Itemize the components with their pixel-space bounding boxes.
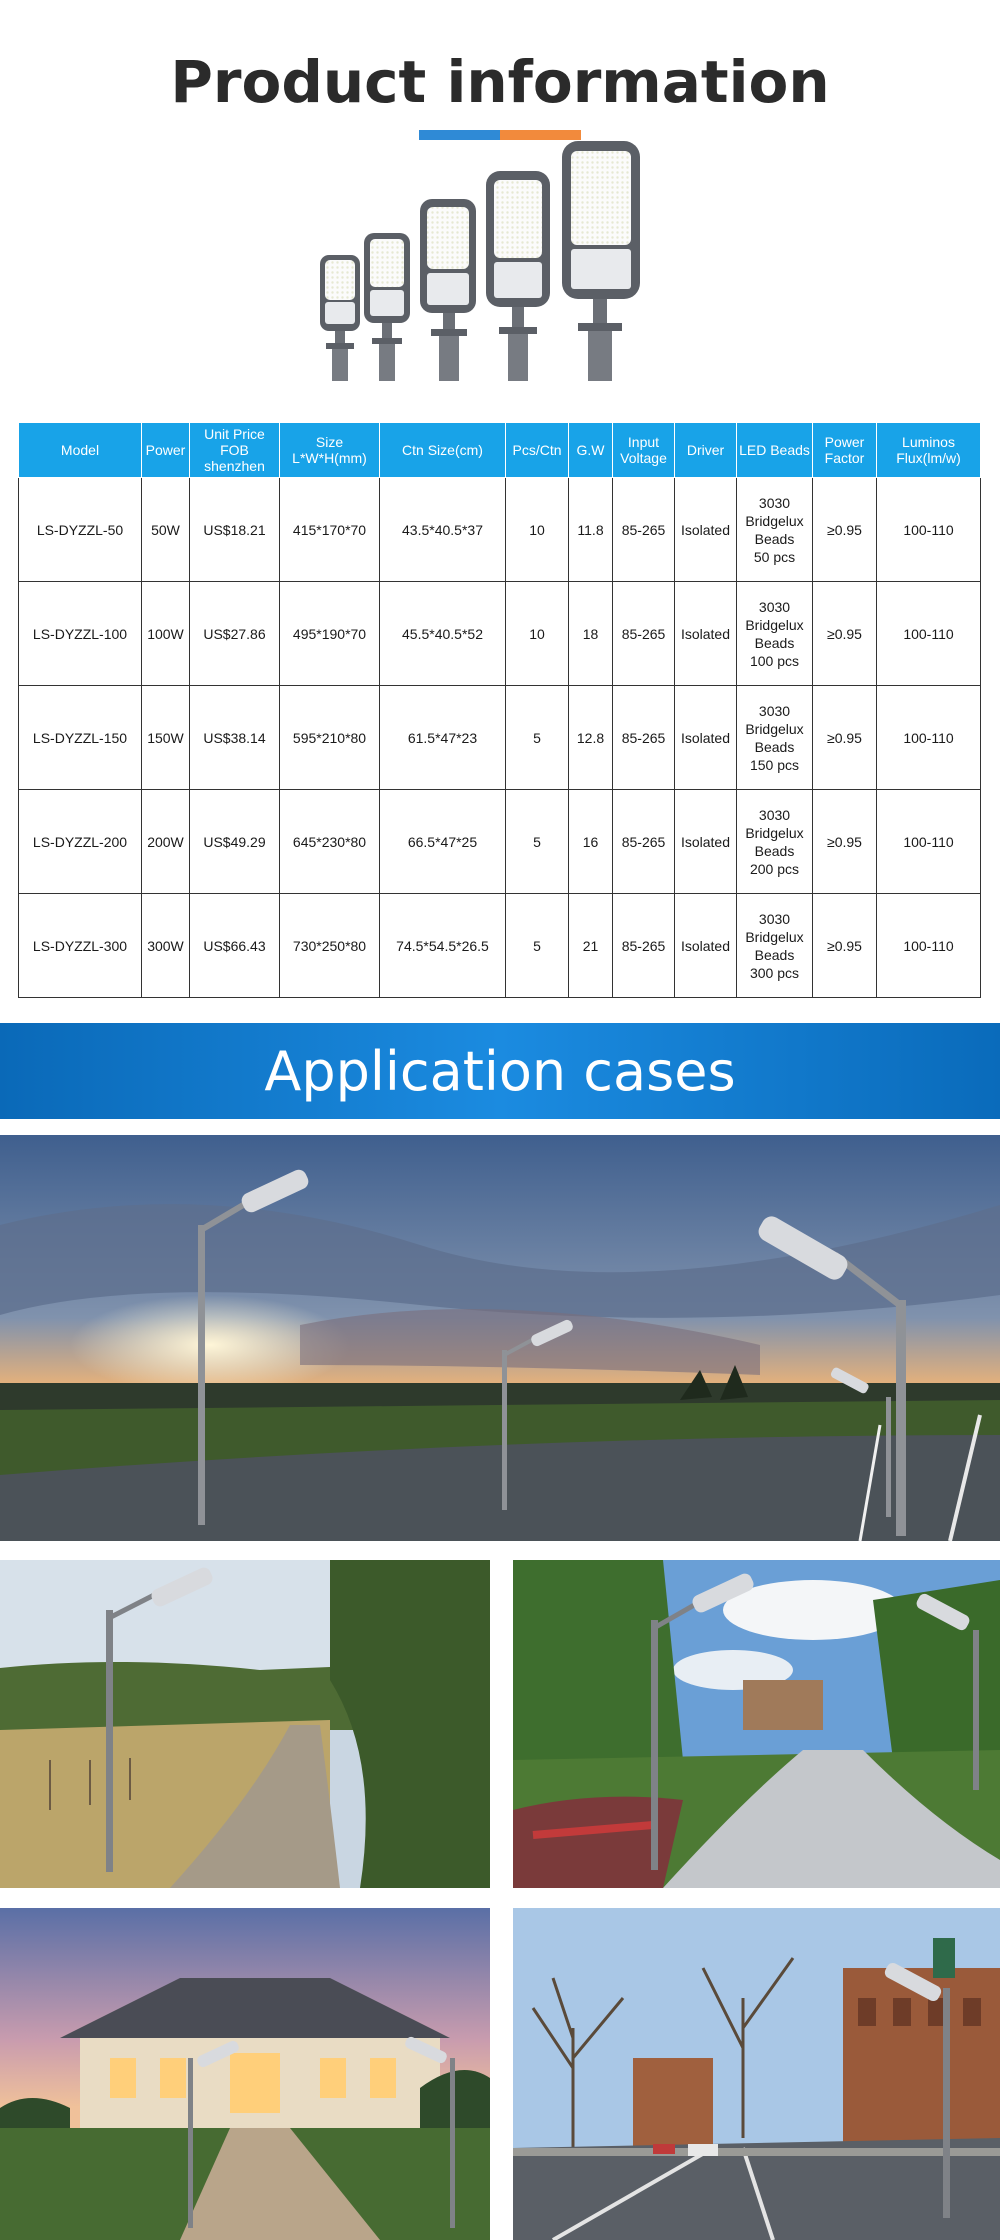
cell-flux: 100-110 xyxy=(877,686,981,790)
cell-power-factor: ≥0.95 xyxy=(813,478,877,582)
col-header-power: Power xyxy=(142,423,190,478)
col-header-led-beads: LED Beads xyxy=(737,423,813,478)
cell-gw: 18 xyxy=(569,582,613,686)
cell-driver: Isolated xyxy=(675,790,737,894)
cell-flux: 100-110 xyxy=(877,582,981,686)
cell-gw: 11.8 xyxy=(569,478,613,582)
cell-gw: 16 xyxy=(569,790,613,894)
cell-beads: 3030 Bridgelux Beads 300 pcs xyxy=(737,894,813,998)
cell-model: LS-DYZZL-150 xyxy=(19,686,142,790)
table-header-row xyxy=(19,423,981,478)
cell-flux: 100-110 xyxy=(877,790,981,894)
product-lamps-image xyxy=(300,135,710,395)
cell-power-factor: ≥0.95 xyxy=(813,582,877,686)
col-header-voltage: Input Voltage xyxy=(613,423,675,478)
col-header-ctn-size: Ctn Size(cm) xyxy=(380,423,506,478)
cell-driver: Isolated xyxy=(675,582,737,686)
lamp-150w xyxy=(420,199,476,381)
table-row xyxy=(19,478,981,582)
cell-model: LS-DYZZL-300 xyxy=(19,894,142,998)
cell-ctn-size: 45.5*40.5*52 xyxy=(380,582,506,686)
cell-model: LS-DYZZL-100 xyxy=(19,582,142,686)
cell-beads: 3030 Bridgelux Beads 200 pcs xyxy=(737,790,813,894)
col-header-model: Model xyxy=(19,423,142,478)
cell-model: LS-DYZZL-50 xyxy=(19,478,142,582)
cell-gw: 21 xyxy=(569,894,613,998)
cell-beads: 3030 Bridgelux Beads 50 pcs xyxy=(737,478,813,582)
cell-power: 300W xyxy=(142,894,190,998)
cell-voltage: 85-265 xyxy=(613,790,675,894)
table-row xyxy=(19,894,981,998)
cell-price: US$27.86 xyxy=(190,582,280,686)
lamp-200w xyxy=(486,171,550,381)
cell-ctn-size: 43.5*40.5*37 xyxy=(380,478,506,582)
cell-driver: Isolated xyxy=(675,894,737,998)
cell-pcs: 5 xyxy=(506,686,569,790)
cell-flux: 100-110 xyxy=(877,478,981,582)
cell-beads: 3030 Bridgelux Beads 100 pcs xyxy=(737,582,813,686)
col-header-gw: G.W xyxy=(569,423,613,478)
villa-driveway-photo xyxy=(0,1908,490,2240)
park-road-photo xyxy=(513,1560,1000,1888)
col-header-price: Unit Price FOB shenzhen xyxy=(190,423,280,478)
sunset-highway-photo xyxy=(0,1135,1000,1541)
cell-power-factor: ≥0.95 xyxy=(813,686,877,790)
cell-pcs: 5 xyxy=(506,894,569,998)
cell-power: 200W xyxy=(142,790,190,894)
page-title: Product information xyxy=(170,48,830,116)
cell-model: LS-DYZZL-200 xyxy=(19,790,142,894)
cell-power: 50W xyxy=(142,478,190,582)
col-header-pcs-ctn: Pcs/Ctn xyxy=(506,423,569,478)
cell-size: 595*210*80 xyxy=(280,686,380,790)
cell-price: US$18.21 xyxy=(190,478,280,582)
table-row xyxy=(19,686,981,790)
cell-power: 150W xyxy=(142,686,190,790)
cell-size: 645*230*80 xyxy=(280,790,380,894)
cell-pcs: 10 xyxy=(506,582,569,686)
cell-size: 415*170*70 xyxy=(280,478,380,582)
lamp-300w xyxy=(562,141,640,381)
lamp-50w xyxy=(320,255,360,381)
table-row xyxy=(19,790,981,894)
cell-price: US$49.29 xyxy=(190,790,280,894)
col-header-flux: Luminos Flux(lm/w) xyxy=(877,423,981,478)
cell-price: US$66.43 xyxy=(190,894,280,998)
cell-voltage: 85-265 xyxy=(613,582,675,686)
cell-voltage: 85-265 xyxy=(613,894,675,998)
spec-table xyxy=(18,422,981,998)
col-header-power-factor: Power Factor xyxy=(813,423,877,478)
cell-flux: 100-110 xyxy=(877,894,981,998)
cell-ctn-size: 74.5*54.5*26.5 xyxy=(380,894,506,998)
cell-voltage: 85-265 xyxy=(613,478,675,582)
cell-size: 730*250*80 xyxy=(280,894,380,998)
country-path-photo xyxy=(0,1560,490,1888)
cell-gw: 12.8 xyxy=(569,686,613,790)
lamp-100w xyxy=(364,233,410,381)
cell-pcs: 5 xyxy=(506,790,569,894)
cell-pcs: 10 xyxy=(506,478,569,582)
cell-size: 495*190*70 xyxy=(280,582,380,686)
cell-voltage: 85-265 xyxy=(613,686,675,790)
col-header-driver: Driver xyxy=(675,423,737,478)
cell-power-factor: ≥0.95 xyxy=(813,894,877,998)
application-title: Application cases xyxy=(264,1040,736,1103)
cell-ctn-size: 61.5*47*23 xyxy=(380,686,506,790)
cell-driver: Isolated xyxy=(675,686,737,790)
table-row xyxy=(19,582,981,686)
cell-power: 100W xyxy=(142,582,190,686)
cell-driver: Isolated xyxy=(675,478,737,582)
town-street-photo xyxy=(513,1908,1000,2240)
cell-price: US$38.14 xyxy=(190,686,280,790)
cell-power-factor: ≥0.95 xyxy=(813,790,877,894)
col-header-size: Size L*W*H(mm) xyxy=(280,423,380,478)
cell-ctn-size: 66.5*47*25 xyxy=(380,790,506,894)
cell-beads: 3030 Bridgelux Beads 150 pcs xyxy=(737,686,813,790)
